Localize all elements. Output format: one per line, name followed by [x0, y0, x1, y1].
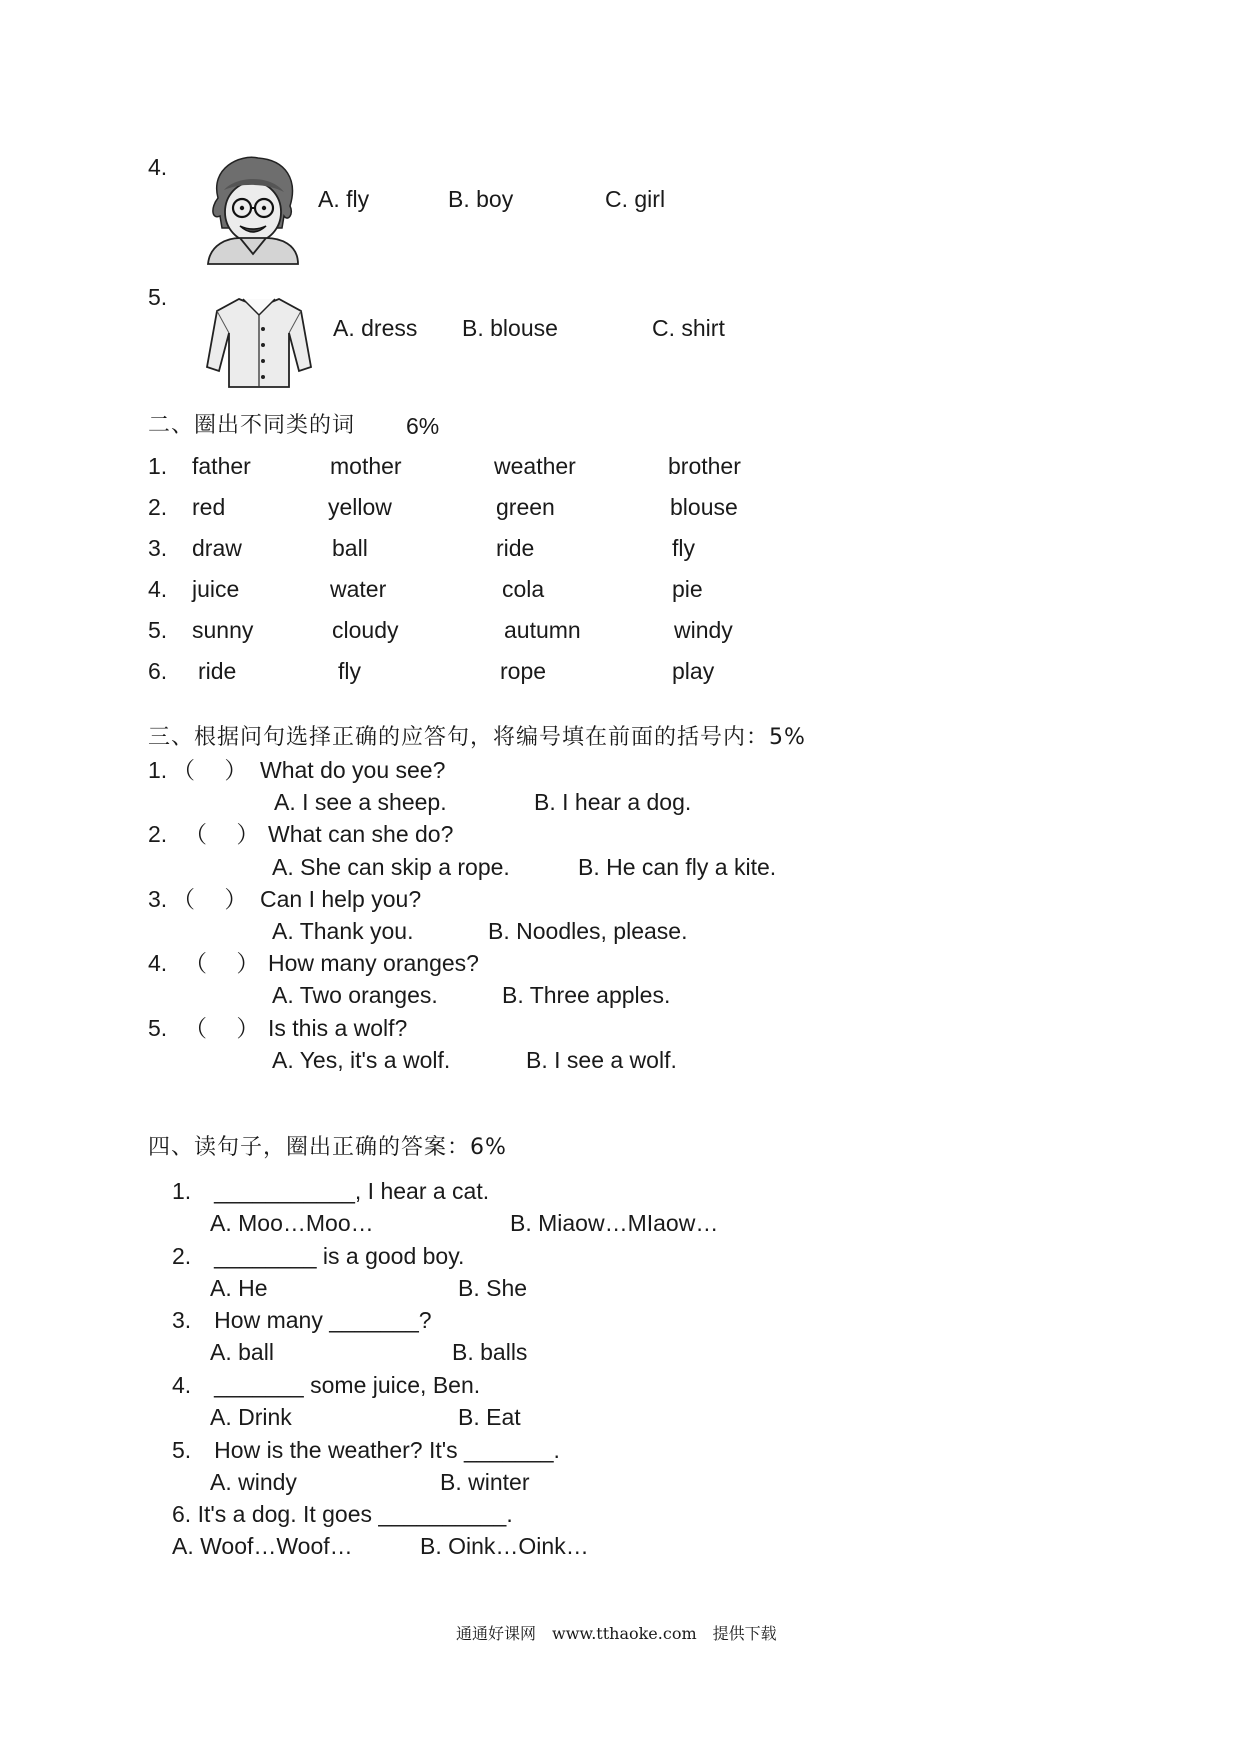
question-text: What do you see?: [260, 757, 446, 783]
question-text: How many oranges?: [268, 950, 479, 976]
question-text: 4. _______ some juice, Ben.: [172, 1372, 481, 1398]
option-a: A. Thank you.: [272, 918, 414, 944]
option-a: A. Yes, it's a wolf.: [272, 1047, 451, 1073]
answer-bracket: （ ）: [172, 886, 248, 912]
item-number: 3.: [148, 886, 168, 912]
option-a: A. fly: [318, 186, 370, 212]
word: brother: [668, 453, 741, 479]
row-number: 3.: [148, 535, 168, 561]
option-a: A. Woof…Woof…: [172, 1533, 353, 1559]
footer-text: 通通好课网 www.tthaoke.com 提供下载: [456, 1624, 777, 1643]
word: fly: [672, 535, 695, 561]
question-text: 5. How is the weather? It's _______.: [172, 1437, 560, 1463]
word: sunny: [192, 617, 254, 643]
word: ride: [496, 535, 535, 561]
question-text: 6. It's a dog. It goes __________.: [172, 1501, 513, 1527]
word: fly: [338, 658, 361, 684]
word: juice: [192, 576, 240, 602]
option-a: A. dress: [333, 315, 418, 341]
option-b: B. She: [458, 1275, 528, 1301]
option-a: A. Moo…Moo…: [210, 1210, 374, 1236]
option-a: A. Drink: [210, 1404, 292, 1430]
row-number: 2.: [148, 494, 168, 520]
answer-bracket: （ ）: [172, 757, 248, 783]
answer-bracket: （ ）: [184, 1015, 260, 1041]
word: windy: [674, 617, 733, 643]
word: autumn: [504, 617, 581, 643]
question-text: 3. How many _______?: [172, 1307, 432, 1333]
answer-bracket: （ ）: [184, 821, 260, 847]
word: draw: [192, 535, 242, 561]
option-c: C. girl: [605, 186, 666, 212]
word: ride: [198, 658, 237, 684]
item-number: 1.: [148, 757, 168, 783]
word: father: [192, 453, 251, 479]
word: weather: [494, 453, 576, 479]
option-a: A. ball: [210, 1339, 274, 1365]
option-b: B. boy: [448, 186, 514, 212]
row-number: 4.: [148, 576, 168, 602]
section-score: 6%: [406, 413, 440, 439]
question-text: 2. ________ is a good boy.: [172, 1243, 465, 1269]
option-c: C. shirt: [652, 315, 725, 341]
answer-bracket: （ ）: [184, 950, 260, 976]
question-text: Is this a wolf?: [268, 1015, 408, 1041]
word: water: [330, 576, 387, 602]
word: pie: [672, 576, 703, 602]
word: blouse: [670, 494, 738, 520]
option-a: A. Two oranges.: [272, 982, 438, 1008]
option-b: B. I see a wolf.: [526, 1047, 677, 1073]
option-a: A. I see a sheep.: [274, 789, 447, 815]
option-b: B. Miaow…MIaow…: [510, 1210, 719, 1236]
item-number: 4.: [148, 950, 168, 976]
option-a: A. She can skip a rope.: [272, 854, 510, 880]
word: rope: [500, 658, 547, 684]
row-number: 6.: [148, 658, 168, 684]
item-number: 2.: [148, 821, 168, 847]
option-b: B. Eat: [458, 1404, 521, 1430]
option-b: B. I hear a dog.: [534, 789, 692, 815]
question-text: What can she do?: [268, 821, 454, 847]
option-b: B. blouse: [462, 315, 558, 341]
word: green: [496, 494, 555, 520]
option-a: A. windy: [210, 1469, 297, 1495]
word: red: [192, 494, 226, 520]
word: mother: [330, 453, 402, 479]
option-b: B. winter: [440, 1469, 530, 1495]
row-number: 5.: [148, 617, 168, 643]
item-number: 5.: [148, 284, 168, 310]
option-b: B. Three apples.: [502, 982, 671, 1008]
section-title: 四、读句子，圈出正确的答案：6%: [148, 1135, 507, 1160]
question-text: Can I help you?: [260, 886, 422, 912]
word: ball: [332, 535, 368, 561]
item-number: 5.: [148, 1015, 168, 1041]
word: yellow: [328, 494, 392, 520]
option-b: B. balls: [452, 1339, 528, 1365]
word: cola: [502, 576, 545, 602]
boy-with-glasses-picture: [200, 150, 305, 265]
option-a: A. He: [210, 1275, 268, 1301]
section-title: 三、根据问句选择正确的应答句，将编号填在前面的括号内：5%: [148, 725, 806, 750]
row-number: 1.: [148, 453, 168, 479]
word: play: [672, 658, 715, 684]
question-text: 1. ___________, I hear a cat.: [172, 1178, 490, 1204]
blouse-picture: [203, 293, 315, 393]
option-b: B. Noodles, please.: [488, 918, 688, 944]
option-b: B. Oink…Oink…: [420, 1533, 589, 1559]
item-number: 4.: [148, 154, 168, 180]
option-b: B. He can fly a kite.: [578, 854, 777, 880]
word: cloudy: [332, 617, 399, 643]
section-title: 二、圈出不同类的词: [148, 413, 356, 438]
